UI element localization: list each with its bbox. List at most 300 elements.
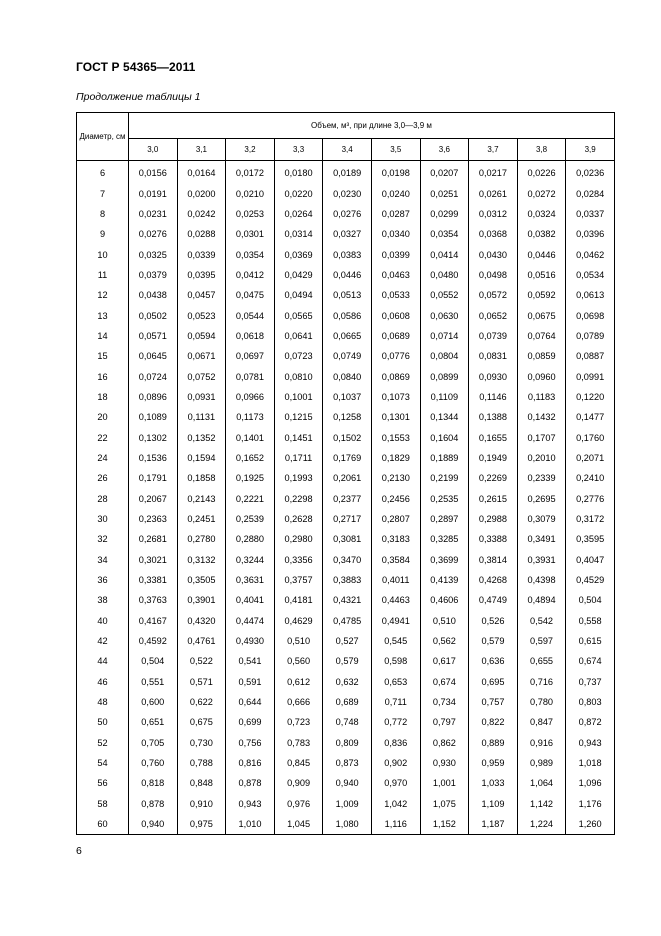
volume-cell: 0,1949 — [469, 448, 518, 468]
volume-cell: 0,3901 — [177, 590, 226, 610]
volume-cell: 0,3757 — [274, 570, 323, 590]
volume-cell: 0,3631 — [226, 570, 275, 590]
table-row — [77, 712, 615, 732]
volume-cell: 0,0523 — [177, 305, 226, 325]
diameter-cell: 48 — [77, 692, 129, 712]
volume-cell: 0,4041 — [226, 590, 275, 610]
table-row — [77, 590, 615, 610]
volume-cell: 0,0236 — [566, 161, 615, 184]
volume-cell: 0,558 — [566, 611, 615, 631]
volume-cell: 0,816 — [226, 753, 275, 773]
volume-cell: 0,1173 — [226, 407, 275, 427]
volume-cell: 0,0399 — [371, 244, 420, 264]
volume-cell: 0,0565 — [274, 305, 323, 325]
length-header: 3,8 — [517, 139, 566, 161]
volume-cell: 0,0671 — [177, 346, 226, 366]
volume-cell: 0,0299 — [420, 204, 469, 224]
volume-cell: 0,970 — [371, 773, 420, 793]
volume-cell: 1,010 — [226, 814, 275, 835]
diameter-cell: 42 — [77, 631, 129, 651]
volume-cell: 0,3172 — [566, 509, 615, 529]
volume-cell: 0,560 — [274, 651, 323, 671]
volume-cell: 0,1791 — [129, 468, 178, 488]
volume-cell: 0,1352 — [177, 427, 226, 447]
document-code: ГОСТ Р 54365—2011 — [76, 60, 196, 74]
volume-table — [76, 112, 615, 835]
table-row — [77, 651, 615, 671]
volume-cell: 0,0382 — [517, 224, 566, 244]
volume-cell: 0,510 — [274, 631, 323, 651]
volume-cell: 0,0261 — [469, 183, 518, 203]
volume-cell: 0,4894 — [517, 590, 566, 610]
volume-cell: 0,2988 — [469, 509, 518, 529]
volume-cell: 0,1655 — [469, 427, 518, 447]
volume-cell: 0,0191 — [129, 183, 178, 203]
volume-cell: 0,504 — [566, 590, 615, 610]
table-row — [77, 326, 615, 346]
volume-cell: 0,545 — [371, 631, 420, 651]
volume-cell: 0,2539 — [226, 509, 275, 529]
volume-cell: 0,2221 — [226, 489, 275, 509]
volume-cell: 0,1925 — [226, 468, 275, 488]
diameter-cell: 36 — [77, 570, 129, 590]
volume-cell: 0,542 — [517, 611, 566, 631]
volume-cell: 0,651 — [129, 712, 178, 732]
volume-cell: 0,0210 — [226, 183, 275, 203]
table-row — [77, 773, 615, 793]
volume-cell: 0,504 — [129, 651, 178, 671]
volume-cell: 0,716 — [517, 672, 566, 692]
table-row — [77, 407, 615, 427]
volume-cell: 0,1707 — [517, 427, 566, 447]
volume-cell: 0,783 — [274, 733, 323, 753]
volume-cell: 0,1432 — [517, 407, 566, 427]
volume-cell: 0,591 — [226, 672, 275, 692]
length-header: 3,4 — [323, 139, 372, 161]
volume-cell: 0,2897 — [420, 509, 469, 529]
volume-cell: 0,0831 — [469, 346, 518, 366]
volume-cell: 0,0276 — [129, 224, 178, 244]
volume-cell: 0,4321 — [323, 590, 372, 610]
volume-cell: 0,723 — [274, 712, 323, 732]
volume-cell: 0,2681 — [129, 529, 178, 549]
diameter-cell: 32 — [77, 529, 129, 549]
volume-cell: 0,2410 — [566, 468, 615, 488]
diameter-cell: 8 — [77, 204, 129, 224]
volume-cell: 0,1829 — [371, 448, 420, 468]
volume-cell: 0,4474 — [226, 611, 275, 631]
volume-cell: 0,3381 — [129, 570, 178, 590]
volume-cell: 0,4320 — [177, 611, 226, 631]
table-row — [77, 183, 615, 203]
volume-cell: 1,018 — [566, 753, 615, 773]
volume-cell: 0,2807 — [371, 509, 420, 529]
table-row — [77, 733, 615, 753]
volume-cell: 0,0430 — [469, 244, 518, 264]
volume-cell: 0,872 — [566, 712, 615, 732]
volume-cell: 0,3021 — [129, 550, 178, 570]
volume-header: Объем, м³, при длине 3,0—3,9 м — [129, 113, 615, 139]
volume-cell: 0,0652 — [469, 305, 518, 325]
volume-cell: 0,2717 — [323, 509, 372, 529]
diameter-cell: 7 — [77, 183, 129, 203]
volume-cell: 0,579 — [323, 651, 372, 671]
volume-cell: 0,653 — [371, 672, 420, 692]
volume-cell: 0,848 — [177, 773, 226, 793]
volume-cell: 0,845 — [274, 753, 323, 773]
volume-cell: 0,1451 — [274, 427, 323, 447]
volume-cell: 0,1858 — [177, 468, 226, 488]
volume-cell: 0,0513 — [323, 285, 372, 305]
volume-cell: 0,0552 — [420, 285, 469, 305]
volume-cell: 0,0739 — [469, 326, 518, 346]
volume-cell: 0,4181 — [274, 590, 323, 610]
volume-cell: 1,042 — [371, 794, 420, 814]
volume-cell: 0,3595 — [566, 529, 615, 549]
volume-cell: 0,0498 — [469, 265, 518, 285]
volume-cell: 0,0592 — [517, 285, 566, 305]
volume-cell: 0,0369 — [274, 244, 323, 264]
volume-cell: 0,1258 — [323, 407, 372, 427]
volume-cell: 0,705 — [129, 733, 178, 753]
diameter-cell: 12 — [77, 285, 129, 305]
volume-cell: 0,1344 — [420, 407, 469, 427]
diameter-cell: 38 — [77, 590, 129, 610]
volume-cell: 0,2456 — [371, 489, 420, 509]
table-row — [77, 570, 615, 590]
volume-cell: 0,0723 — [274, 346, 323, 366]
volume-cell: 0,757 — [469, 692, 518, 712]
volume-cell: 0,4268 — [469, 570, 518, 590]
volume-cell: 0,2628 — [274, 509, 323, 529]
table-row — [77, 427, 615, 447]
volume-cell: 0,2298 — [274, 489, 323, 509]
volume-cell: 0,1536 — [129, 448, 178, 468]
volume-cell: 0,2377 — [323, 489, 372, 509]
length-header: 3,9 — [566, 139, 615, 161]
volume-cell: 1,075 — [420, 794, 469, 814]
volume-cell: 0,0340 — [371, 224, 420, 244]
table-row — [77, 529, 615, 549]
table-row — [77, 387, 615, 407]
length-header: 3,7 — [469, 139, 518, 161]
volume-cell: 0,4941 — [371, 611, 420, 631]
length-header: 3,3 — [274, 139, 323, 161]
volume-cell: 0,1502 — [323, 427, 372, 447]
table-row — [77, 611, 615, 631]
diameter-cell: 9 — [77, 224, 129, 244]
diameter-cell: 50 — [77, 712, 129, 732]
volume-cell: 0,0314 — [274, 224, 323, 244]
volume-cell: 0,1037 — [323, 387, 372, 407]
volume-cell: 0,674 — [420, 672, 469, 692]
volume-cell: 0,748 — [323, 712, 372, 732]
volume-cell: 0,0764 — [517, 326, 566, 346]
volume-cell: 0,0594 — [177, 326, 226, 346]
volume-cell: 0,3470 — [323, 550, 372, 570]
volume-cell: 0,0840 — [323, 366, 372, 386]
volume-cell: 0,3081 — [323, 529, 372, 549]
volume-cell: 0,655 — [517, 651, 566, 671]
table-row — [77, 468, 615, 488]
volume-cell: 0,0198 — [371, 161, 420, 184]
volume-cell: 0,1993 — [274, 468, 323, 488]
volume-cell: 0,0251 — [420, 183, 469, 203]
volume-cell: 0,989 — [517, 753, 566, 773]
volume-cell: 0,551 — [129, 672, 178, 692]
volume-cell: 0,943 — [226, 794, 275, 814]
volume-cell: 0,0226 — [517, 161, 566, 184]
volume-cell: 0,0966 — [226, 387, 275, 407]
volume-cell: 0,3931 — [517, 550, 566, 570]
volume-cell: 0,2269 — [469, 468, 518, 488]
volume-cell: 0,940 — [323, 773, 372, 793]
volume-cell: 0,2010 — [517, 448, 566, 468]
volume-cell: 0,3584 — [371, 550, 420, 570]
volume-cell: 0,910 — [177, 794, 226, 814]
volume-cell: 0,1220 — [566, 387, 615, 407]
volume-cell: 0,0327 — [323, 224, 372, 244]
volume-cell: 0,0217 — [469, 161, 518, 184]
volume-cell: 0,3132 — [177, 550, 226, 570]
volume-cell: 0,1760 — [566, 427, 615, 447]
volume-cell: 0,822 — [469, 712, 518, 732]
volume-cell: 0,1183 — [517, 387, 566, 407]
volume-cell: 0,0438 — [129, 285, 178, 305]
volume-cell: 0,0675 — [517, 305, 566, 325]
volume-cell: 0,0645 — [129, 346, 178, 366]
volume-cell: 1,064 — [517, 773, 566, 793]
diameter-cell: 24 — [77, 448, 129, 468]
volume-cell: 0,510 — [420, 611, 469, 631]
volume-cell: 0,0887 — [566, 346, 615, 366]
volume-cell: 0,2451 — [177, 509, 226, 529]
volume-cell: 0,1131 — [177, 407, 226, 427]
volume-cell: 0,0354 — [226, 244, 275, 264]
volume-cell: 0,0446 — [323, 265, 372, 285]
volume-cell: 0,0494 — [274, 285, 323, 305]
volume-cell: 0,756 — [226, 733, 275, 753]
diameter-cell: 22 — [77, 427, 129, 447]
volume-cell: 0,0446 — [517, 244, 566, 264]
volume-cell: 0,0463 — [371, 265, 420, 285]
volume-cell: 0,1604 — [420, 427, 469, 447]
diameter-cell: 58 — [77, 794, 129, 814]
table-row — [77, 346, 615, 366]
volume-cell: 0,0284 — [566, 183, 615, 203]
volume-cell: 0,930 — [420, 753, 469, 773]
table-row — [77, 509, 615, 529]
length-header: 3,6 — [420, 139, 469, 161]
volume-cell: 0,0810 — [274, 366, 323, 386]
table-row — [77, 224, 615, 244]
diameter-cell: 16 — [77, 366, 129, 386]
volume-cell: 0,0220 — [274, 183, 323, 203]
volume-cell: 0,878 — [226, 773, 275, 793]
volume-cell: 1,176 — [566, 794, 615, 814]
length-header: 3,2 — [226, 139, 275, 161]
volume-cell: 0,1109 — [420, 387, 469, 407]
volume-cell: 0,3883 — [323, 570, 372, 590]
volume-cell: 0,2615 — [469, 489, 518, 509]
table-row — [77, 814, 615, 835]
volume-cell: 0,0325 — [129, 244, 178, 264]
table-row — [77, 692, 615, 712]
volume-cell: 0,0630 — [420, 305, 469, 325]
volume-cell: 0,1553 — [371, 427, 420, 447]
volume-cell: 0,909 — [274, 773, 323, 793]
volume-cell: 0,2061 — [323, 468, 372, 488]
volume-cell: 1,033 — [469, 773, 518, 793]
volume-cell: 0,3356 — [274, 550, 323, 570]
volume-cell: 0,0462 — [566, 244, 615, 264]
volume-cell: 1,224 — [517, 814, 566, 835]
volume-cell: 0,2780 — [177, 529, 226, 549]
diameter-header: Диаметр, см — [77, 113, 129, 161]
volume-cell: 0,0896 — [129, 387, 178, 407]
volume-cell: 0,0586 — [323, 305, 372, 325]
volume-cell: 0,803 — [566, 692, 615, 712]
table-row — [77, 672, 615, 692]
volume-cell: 0,2363 — [129, 509, 178, 529]
diameter-cell: 13 — [77, 305, 129, 325]
volume-cell: 0,0752 — [177, 366, 226, 386]
volume-cell: 0,699 — [226, 712, 275, 732]
volume-cell: 0,636 — [469, 651, 518, 671]
volume-cell: 0,675 — [177, 712, 226, 732]
volume-cell: 0,0312 — [469, 204, 518, 224]
volume-cell: 0,1073 — [371, 387, 420, 407]
volume-cell: 0,0354 — [420, 224, 469, 244]
volume-cell: 0,0475 — [226, 285, 275, 305]
volume-cell: 0,597 — [517, 631, 566, 651]
volume-cell: 0,4761 — [177, 631, 226, 651]
volume-cell: 0,2695 — [517, 489, 566, 509]
volume-cell: 0,622 — [177, 692, 226, 712]
volume-cell: 0,3285 — [420, 529, 469, 549]
volume-cell: 0,1477 — [566, 407, 615, 427]
table-caption: Продолжение таблицы 1 — [76, 91, 201, 103]
diameter-cell: 34 — [77, 550, 129, 570]
volume-cell: 0,695 — [469, 672, 518, 692]
volume-cell: 0,0414 — [420, 244, 469, 264]
volume-cell: 0,2339 — [517, 468, 566, 488]
length-header: 3,0 — [129, 139, 178, 161]
volume-cell: 0,562 — [420, 631, 469, 651]
volume-cell: 0,0533 — [371, 285, 420, 305]
volume-cell: 0,0164 — [177, 161, 226, 184]
volume-cell: 0,0230 — [323, 183, 372, 203]
volume-cell: 0,0457 — [177, 285, 226, 305]
volume-cell: 0,0641 — [274, 326, 323, 346]
volume-cell: 0,0869 — [371, 366, 420, 386]
volume-cell: 0,943 — [566, 733, 615, 753]
volume-cell: 0,4139 — [420, 570, 469, 590]
diameter-cell: 26 — [77, 468, 129, 488]
diameter-cell: 18 — [77, 387, 129, 407]
volume-cell: 0,0429 — [274, 265, 323, 285]
volume-cell: 0,0781 — [226, 366, 275, 386]
volume-cell: 0,3814 — [469, 550, 518, 570]
volume-cell: 0,1001 — [274, 387, 323, 407]
volume-cell: 0,617 — [420, 651, 469, 671]
volume-cell: 0,4749 — [469, 590, 518, 610]
volume-cell: 0,615 — [566, 631, 615, 651]
volume-cell: 0,2071 — [566, 448, 615, 468]
diameter-cell: 6 — [77, 161, 129, 184]
volume-cell: 0,0931 — [177, 387, 226, 407]
volume-cell: 0,579 — [469, 631, 518, 651]
volume-cell: 1,045 — [274, 814, 323, 835]
table-row — [77, 305, 615, 325]
volume-cell: 0,4592 — [129, 631, 178, 651]
volume-cell: 0,527 — [323, 631, 372, 651]
volume-cell: 0,0776 — [371, 346, 420, 366]
volume-cell: 0,0613 — [566, 285, 615, 305]
volume-cell: 0,689 — [323, 692, 372, 712]
table-row — [77, 204, 615, 224]
volume-cell: 0,0571 — [129, 326, 178, 346]
volume-cell: 0,522 — [177, 651, 226, 671]
volume-cell: 0,612 — [274, 672, 323, 692]
volume-cell: 0,1711 — [274, 448, 323, 468]
volume-cell: 1,080 — [323, 814, 372, 835]
volume-cell: 0,1769 — [323, 448, 372, 468]
volume-cell: 0,878 — [129, 794, 178, 814]
volume-cell: 1,260 — [566, 814, 615, 835]
volume-cell: 0,1594 — [177, 448, 226, 468]
volume-cell: 0,4463 — [371, 590, 420, 610]
volume-cell: 0,0516 — [517, 265, 566, 285]
volume-cell: 0,0665 — [323, 326, 372, 346]
volume-cell: 0,0324 — [517, 204, 566, 224]
diameter-cell: 52 — [77, 733, 129, 753]
volume-cell: 1,009 — [323, 794, 372, 814]
diameter-cell: 54 — [77, 753, 129, 773]
volume-cell: 0,780 — [517, 692, 566, 712]
table-row — [77, 489, 615, 509]
page-number: 6 — [76, 845, 82, 857]
length-header: 3,1 — [177, 139, 226, 161]
volume-cell: 0,0412 — [226, 265, 275, 285]
volume-cell: 0,0618 — [226, 326, 275, 346]
diameter-cell: 20 — [77, 407, 129, 427]
volume-cell: 0,0172 — [226, 161, 275, 184]
volume-cell: 0,0156 — [129, 161, 178, 184]
volume-cell: 0,0789 — [566, 326, 615, 346]
volume-cell: 0,0697 — [226, 346, 275, 366]
table-row — [77, 794, 615, 814]
diameter-cell: 14 — [77, 326, 129, 346]
volume-cell: 0,0689 — [371, 326, 420, 346]
volume-cell: 0,0749 — [323, 346, 372, 366]
volume-cell: 0,4047 — [566, 550, 615, 570]
diameter-cell: 30 — [77, 509, 129, 529]
volume-cell: 0,598 — [371, 651, 420, 671]
volume-cell: 0,2880 — [226, 529, 275, 549]
diameter-cell: 10 — [77, 244, 129, 264]
volume-cell: 0,0502 — [129, 305, 178, 325]
table-row — [77, 550, 615, 570]
volume-cell: 0,797 — [420, 712, 469, 732]
volume-cell: 0,4011 — [371, 570, 420, 590]
volume-cell: 0,526 — [469, 611, 518, 631]
volume-cell: 0,644 — [226, 692, 275, 712]
diameter-cell: 44 — [77, 651, 129, 671]
diameter-cell: 11 — [77, 265, 129, 285]
volume-cell: 0,1301 — [371, 407, 420, 427]
volume-cell: 0,0231 — [129, 204, 178, 224]
